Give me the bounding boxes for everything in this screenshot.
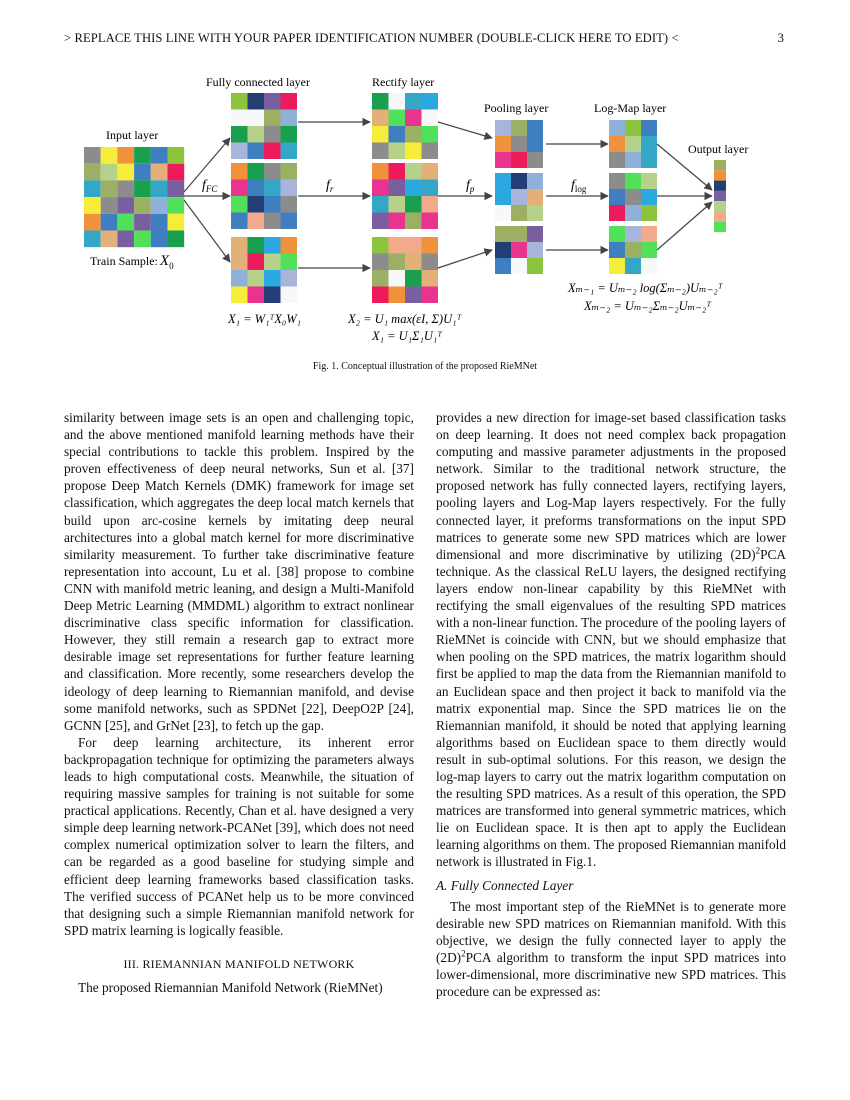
fc-matrix-1 — [231, 93, 297, 159]
eq-rectify-2: X₁ = U₁Σ₁U₁ᵀ — [372, 329, 443, 343]
matrix-cell — [231, 270, 248, 287]
matrix-cell — [389, 213, 406, 230]
matrix-cell — [101, 214, 118, 231]
matrix-cell — [372, 93, 389, 110]
matrix-cell — [84, 147, 101, 164]
matrix-cell — [641, 205, 657, 221]
matrix-cell — [641, 120, 657, 136]
matrix-cell — [422, 270, 439, 287]
output-cell — [714, 191, 726, 201]
arrow-rect-pool1 — [438, 122, 492, 138]
matrix-cell — [422, 196, 439, 213]
matrix-cell — [625, 242, 641, 258]
matrix-cell — [264, 254, 281, 271]
matrix-cell — [372, 213, 389, 230]
matrix-cell — [609, 226, 625, 242]
matrix-cell — [168, 231, 185, 248]
matrix-cell — [151, 231, 168, 248]
matrix-cell — [248, 254, 265, 271]
matrix-cell — [389, 180, 406, 197]
matrix-cell — [389, 237, 406, 254]
matrix-cell — [422, 143, 439, 160]
matrix-cell — [372, 126, 389, 143]
matrix-cell — [641, 242, 657, 258]
matrix-cell — [134, 214, 151, 231]
matrix-cell — [511, 258, 527, 274]
matrix-cell — [389, 287, 406, 304]
matrix-cell — [281, 93, 298, 110]
matrix-cell — [511, 205, 527, 221]
matrix-cell — [609, 189, 625, 205]
matrix-cell — [248, 180, 265, 197]
matrix-cell — [84, 180, 101, 197]
matrix-cell — [405, 270, 422, 287]
right-column — [436, 409, 786, 1000]
matrix-cell — [495, 136, 511, 152]
matrix-cell — [134, 147, 151, 164]
eq-logmap-2: Xₘ₋₂ = Uₘ₋₂Σₘ₋₂Uₘ₋₂ᵀ — [584, 299, 712, 313]
matrix-cell — [101, 164, 118, 181]
matrix-cell — [134, 164, 151, 181]
matrix-cell — [405, 110, 422, 127]
label-output-layer: Output layer — [688, 142, 749, 156]
matrix-cell — [151, 197, 168, 214]
matrix-cell — [625, 173, 641, 189]
fc-matrix-2 — [231, 163, 297, 229]
matrix-cell — [609, 258, 625, 274]
matrix-cell — [625, 189, 641, 205]
matrix-cell — [511, 120, 527, 136]
matrix-cell — [264, 270, 281, 287]
pool-matrix-2 — [495, 173, 543, 221]
matrix-cell — [422, 110, 439, 127]
matrix-cell — [511, 152, 527, 168]
matrix-cell — [511, 136, 527, 152]
output-cell — [714, 212, 726, 222]
label-logmap-layer: Log-Map layer — [594, 101, 667, 115]
matrix-cell — [405, 143, 422, 160]
pool-matrix-1 — [495, 120, 543, 168]
matrix-cell — [625, 152, 641, 168]
matrix-cell — [405, 213, 422, 230]
matrix-cell — [281, 254, 298, 271]
matrix-cell — [168, 147, 185, 164]
fc-matrix-3 — [231, 237, 297, 303]
section-heading-iii: III. RIEMANNIAN MANIFOLD NETWORK — [123, 956, 355, 971]
matrix-cell — [264, 213, 281, 230]
output-cell — [714, 181, 726, 191]
matrix-cell — [372, 180, 389, 197]
matrix-cell — [527, 120, 543, 136]
matrix-cell — [405, 254, 422, 271]
matrix-cell — [168, 197, 185, 214]
page-number: 3 — [777, 31, 784, 45]
matrix-cell — [641, 226, 657, 242]
rect-matrix-2 — [372, 163, 438, 229]
output-cell — [714, 170, 726, 180]
matrix-cell — [495, 173, 511, 189]
matrix-cell — [117, 214, 134, 231]
matrix-cell — [231, 287, 248, 304]
matrix-cell — [281, 270, 298, 287]
matrix-cell — [422, 180, 439, 197]
log-matrix-1 — [609, 120, 657, 168]
matrix-cell — [248, 287, 265, 304]
matrix-cell — [405, 163, 422, 180]
op-flog: $f_{log}$ — [571, 178, 587, 194]
matrix-cell — [264, 110, 281, 127]
matrix-cell — [101, 147, 118, 164]
matrix-cell — [372, 287, 389, 304]
matrix-cell — [422, 237, 439, 254]
matrix-cell — [527, 258, 543, 274]
left-column — [64, 409, 414, 996]
output-cell — [714, 222, 726, 232]
matrix-cell — [527, 173, 543, 189]
matrix-cell — [168, 164, 185, 181]
matrix-cell — [641, 173, 657, 189]
matrix-cell — [495, 258, 511, 274]
matrix-cell — [625, 258, 641, 274]
matrix-cell — [231, 237, 248, 254]
matrix-cell — [248, 196, 265, 213]
matrix-cell — [84, 214, 101, 231]
matrix-cell — [281, 126, 298, 143]
matrix-cell — [389, 110, 406, 127]
matrix-cell — [372, 110, 389, 127]
matrix-cell — [405, 237, 422, 254]
matrix-cell — [495, 120, 511, 136]
matrix-cell — [264, 143, 281, 160]
matrix-cell — [134, 180, 151, 197]
matrix-cell — [641, 152, 657, 168]
matrix-cell — [248, 126, 265, 143]
matrix-cell — [281, 287, 298, 304]
matrix-cell — [422, 163, 439, 180]
matrix-cell — [527, 242, 543, 258]
matrix-cell — [422, 93, 439, 110]
matrix-cell — [264, 180, 281, 197]
arrow-input-fc3 — [184, 200, 230, 262]
matrix-cell — [231, 196, 248, 213]
matrix-cell — [151, 147, 168, 164]
matrix-cell — [625, 226, 641, 242]
matrix-cell — [248, 270, 265, 287]
matrix-cell — [248, 110, 265, 127]
matrix-cell — [625, 120, 641, 136]
matrix-grids — [84, 93, 726, 303]
matrix-cell — [264, 126, 281, 143]
matrix-cell — [264, 287, 281, 304]
matrix-cell — [248, 213, 265, 230]
matrix-cell — [84, 197, 101, 214]
matrix-cell — [281, 196, 298, 213]
matrix-cell — [372, 237, 389, 254]
matrix-cell — [101, 180, 118, 197]
matrix-cell — [389, 270, 406, 287]
rect-matrix-1 — [372, 93, 438, 159]
matrix-cell — [609, 173, 625, 189]
matrix-cell — [231, 126, 248, 143]
matrix-cell — [231, 93, 248, 110]
matrix-cell — [281, 143, 298, 160]
matrix-cell — [389, 254, 406, 271]
matrix-cell — [84, 231, 101, 248]
matrix-cell — [117, 164, 134, 181]
log-matrix-2 — [609, 173, 657, 221]
eq-fc: X₁ = W₁ᵀX₀W₁ — [228, 312, 301, 326]
op-fr: $f_r$ — [326, 178, 334, 194]
matrix-cell — [231, 213, 248, 230]
matrix-cell — [372, 254, 389, 271]
matrix-cell — [101, 231, 118, 248]
matrix-cell — [495, 205, 511, 221]
pool-matrix-3 — [495, 226, 543, 274]
matrix-cell — [151, 164, 168, 181]
matrix-cell — [405, 287, 422, 304]
input-matrix — [84, 147, 184, 247]
matrix-cell — [248, 143, 265, 160]
matrix-cell — [527, 189, 543, 205]
running-title: > REPLACE THIS LINE WITH YOUR PAPER IDENTIFICATION NUMBER (DOUBLE-CLICK HERE TO EDIT) < — [64, 31, 679, 45]
matrix-cell — [389, 163, 406, 180]
matrix-cell — [117, 180, 134, 197]
matrix-cell — [281, 180, 298, 197]
label-pooling-layer: Pooling layer — [484, 101, 549, 115]
matrix-cell — [264, 237, 281, 254]
label-fc-layer: Fully connected layer — [206, 75, 310, 89]
right-paragraph-2: The most important step of the RieMNet is to generate more desirable new SPD matrices on Riemannian manifold. With this objective, we design the fully connected layer to apply the $(2D)^2PCA$ algorithm to transform the input SPD matrices into lower-dimensional, more discriminative new SPD matrices. This procedure can be expressed as: — [436, 898, 786, 1000]
output-vector — [714, 160, 726, 232]
matrix-cell — [405, 93, 422, 110]
matrix-cell — [101, 197, 118, 214]
matrix-cell — [495, 189, 511, 205]
matrix-cell — [264, 93, 281, 110]
matrix-cell — [281, 213, 298, 230]
matrix-cell — [609, 152, 625, 168]
label-rectify-layer: Rectify layer — [372, 75, 435, 89]
matrix-cell — [168, 180, 185, 197]
matrix-cell — [609, 205, 625, 221]
matrix-cell — [609, 242, 625, 258]
matrix-cell — [134, 231, 151, 248]
matrix-cell — [422, 213, 439, 230]
matrix-cell — [117, 147, 134, 164]
matrix-cell — [625, 136, 641, 152]
matrix-cell — [495, 152, 511, 168]
matrix-cell — [641, 136, 657, 152]
figure-riemnet — [0, 0, 850, 360]
matrix-cell — [248, 237, 265, 254]
matrix-cell — [231, 163, 248, 180]
figure-caption: Fig. 1. Conceptual illustration of the proposed RieMNet — [312, 361, 538, 372]
matrix-cell — [527, 136, 543, 152]
matrix-cell — [231, 143, 248, 160]
left-paragraph-3: The proposed Riemannian Manifold Network (RieMNet) — [78, 980, 383, 995]
matrix-cell — [372, 163, 389, 180]
output-cell — [714, 160, 726, 170]
matrix-cell — [511, 189, 527, 205]
left-paragraph-2: For deep learning architecture, its inherent error backpropagation technique for optimizing the parameters always leads to high computational costs. Meanwhile, the situation of requiring massive samples for training is not suitable for some practical applications. Recently, Chan et al. have designed a very simple deep learning network-PCANet [39], which does not need complex numerical optimization solver to learn the filters, and can be regarded as a good baseline for studying simple and efficient deep learning frameworks based classification tasks. The verified success of PCANet help us to be more convinced that designing such a simple Riemannian manifold network for SPD matrix learning is logically feasible. — [64, 734, 414, 938]
matrix-cell — [511, 173, 527, 189]
matrix-cell — [151, 214, 168, 231]
op-fp: $f_p$ — [466, 178, 475, 194]
matrix-cell — [134, 197, 151, 214]
op-ffc: $f_{FC}$ — [202, 178, 218, 194]
label-input-layer: Input layer — [106, 128, 159, 142]
matrix-cell — [151, 180, 168, 197]
matrix-cell — [422, 254, 439, 271]
train-sample-label: Train Sample: $X_0$ — [90, 253, 174, 271]
matrix-cell — [231, 180, 248, 197]
matrix-cell — [372, 143, 389, 160]
matrix-cell — [405, 180, 422, 197]
eq-rectify-1: X₂ = U₁ max(εI, Σ)U₁ᵀ — [348, 312, 462, 326]
matrix-cell — [609, 120, 625, 136]
arrow-log-out3 — [657, 202, 712, 250]
matrix-cell — [495, 242, 511, 258]
matrix-cell — [511, 226, 527, 242]
rect-matrix-3 — [372, 237, 438, 303]
matrix-cell — [117, 231, 134, 248]
output-cell — [714, 201, 726, 211]
matrix-cell — [609, 136, 625, 152]
log-matrix-3 — [609, 226, 657, 274]
subsection-heading-a: A. Fully Connected Layer — [436, 877, 574, 893]
matrix-cell — [168, 214, 185, 231]
matrix-cell — [117, 197, 134, 214]
matrix-cell — [405, 126, 422, 143]
matrix-cell — [641, 258, 657, 274]
matrix-cell — [422, 287, 439, 304]
matrix-cell — [389, 126, 406, 143]
matrix-cell — [625, 205, 641, 221]
matrix-cell — [527, 226, 543, 242]
matrix-cell — [281, 110, 298, 127]
matrix-cell — [264, 196, 281, 213]
matrix-cell — [231, 254, 248, 271]
eq-logmap-1: Xₘ₋₁ = Uₘ₋₂ log(Σₘ₋₂)Uₘ₋₂ᵀ — [568, 281, 723, 295]
arrow-rect-pool3 — [438, 250, 492, 268]
matrix-cell — [231, 110, 248, 127]
matrix-cell — [495, 226, 511, 242]
matrix-cell — [511, 242, 527, 258]
matrix-cell — [389, 93, 406, 110]
right-paragraph-1: provides a new direction for image-set based classification tasks on deep learning. It does not need complex back propagation computing and massive parameter adjustments in the proposed network. Similar to the traditional network structure, the proposed network has fully connected layers, rectifying layers, pooling layers and Log-Map layers respectively. For the fully connected layer, it preforms transformations on the input SPD matrices to generate some new SPD matrices which are lower dimensional and more discriminative by utilizing $(2D)^2PCA$ technique. As the classical ReLU layers, the designed rectifying layers endow non-linear capability by this RieMNet with rectifying the small eigenvalues of the resulting SPD matrices with a non-linear function. The procedure of the pooling layers of RieMNet is coincide with CNN, but we should emphasize that when pooling on the SPD matrices, the matrix logarithm should first be applied to map the data from the Riemannian manifold to an Euclidean space and then project it back to manifold via the matrix exponential map. Since the SPD matrices lie on the Riemannian manifold, it should be noted that applying learning algorithms based on Euclidean space to them directly would result in sub-optimal solutions. For this reason, we design the log-map layers to carry out the matrix logarithm computation on the resulting SPD matrices. As a result of this operation, the SPD matrices are transformed into general symmetric matrices, which lie on Euclidean space. It is then apt to apply the Euclidean learning algorithms on them. The proposed Riemannian manifold network is illustrated in Fig.1. — [436, 410, 786, 870]
matrix-cell — [248, 163, 265, 180]
matrix-cell — [264, 163, 281, 180]
matrix-cell — [84, 164, 101, 181]
matrix-cell — [389, 143, 406, 160]
matrix-cell — [248, 93, 265, 110]
matrix-cell — [372, 270, 389, 287]
matrix-cell — [281, 237, 298, 254]
matrix-cell — [372, 196, 389, 213]
matrix-cell — [641, 189, 657, 205]
left-paragraph-1: similarity between image sets is an open and challenging topic, and the above mentioned manifold learning methods have their special contributions to tackle this problem. Inspired by the proven effectiveness of deep neural networks, Sun et al. [37] propose Deep Match Kernels (DMK) framework for image set classification, which aggregates the deep local match kernels that build upon arc-cosine kernels by imitating deep neural architectures into a global match kernel for more discriminative similarity measurement. To further take discriminative feature representation into account, Lu et al. [38] propose to combine CNN with manifold metric leaning, and design a Multi-Manifold Deep Metric Learning (MMDML) algorithm to extract nonlinear discriminative class specific information for classification. However, they still remain a research gap to extract more desirable image set representations for further feature learning and classification. More recently, some researchers develop the ideology of deep learning to Riemannian manifold, and devise some manifold networks, such as SPDNet [22], DeepO2P [24], GCNN [25], and GrNet [23], to fetch up the gap. — [64, 410, 414, 733]
matrix-cell — [389, 196, 406, 213]
matrix-cell — [527, 205, 543, 221]
matrix-cell — [527, 152, 543, 168]
matrix-cell — [405, 196, 422, 213]
matrix-cell — [422, 126, 439, 143]
matrix-cell — [281, 163, 298, 180]
